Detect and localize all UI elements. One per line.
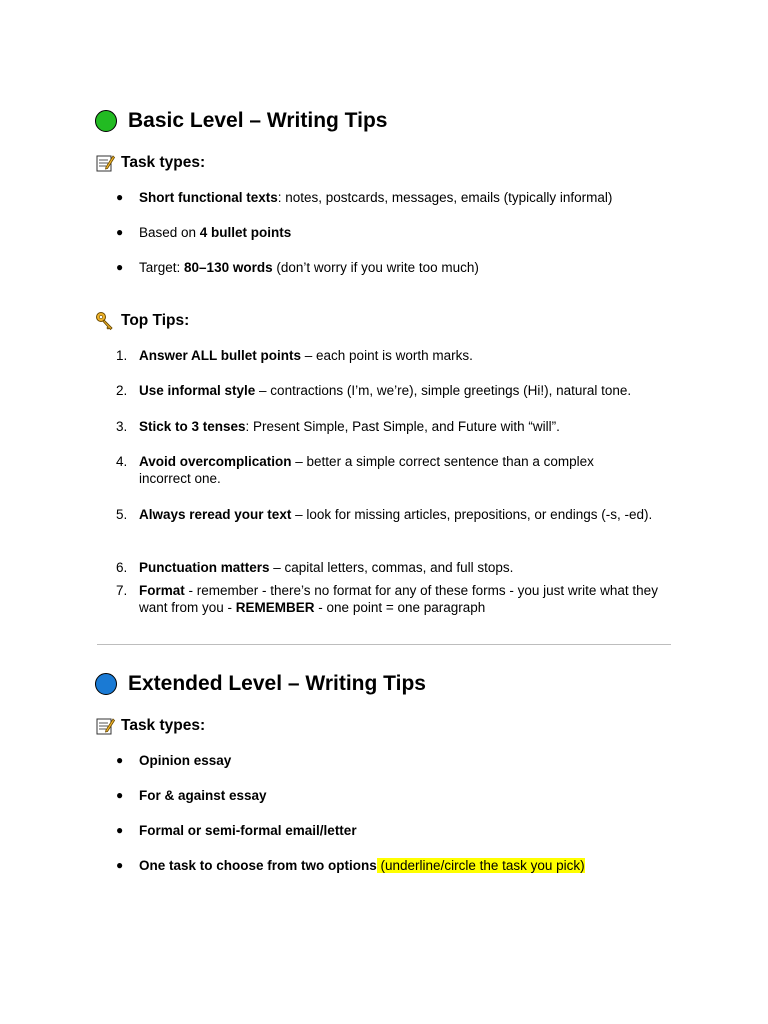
basic-task-types-label: Task types: [121, 154, 206, 171]
extended-task-types-label: Task types: [121, 717, 206, 734]
bullet-marker: ● [116, 788, 124, 802]
extended-task-item-3: Formal or semi-formal email/letter [139, 823, 357, 838]
blue-circle-icon [95, 673, 117, 695]
bullet-marker: ● [116, 823, 124, 837]
highlighted-note: (underline/circle the task you pick) [376, 858, 585, 873]
memo-icon [95, 716, 115, 736]
tip-item-2: Use informal style – contractions (I’m, we’re), simple greetings (Hi!), natural tone. [139, 383, 632, 398]
bullet-marker: ● [116, 225, 124, 239]
key-icon [95, 311, 115, 331]
horizontal-divider [97, 644, 671, 645]
extended-task-item-1: Opinion essay [139, 753, 232, 768]
extended-task-item-4: One task to choose from two options (underline/circle the task you pick) [139, 858, 585, 873]
basic-level-heading [95, 107, 387, 135]
tip-number: 6. [116, 560, 128, 575]
basic-task-item-1: Short functional texts: notes, postcards, messages, emails (typically informal) [139, 190, 613, 205]
tip-number: 2. [116, 383, 128, 398]
basic-task-item-2: Based on 4 bullet points [139, 225, 292, 240]
tip-item-5: Always reread your text – look for missing articles, prepositions, or endings (-s, -ed). [139, 507, 653, 522]
tip-item-7: Format - remember - there’s no format for any of these forms - you just write what they want from you - REMEMBER - one point = one paragraph [139, 583, 658, 615]
top-tips-label: Top Tips: [121, 312, 190, 329]
top-tips-heading [95, 311, 189, 331]
bullet-marker: ● [116, 190, 124, 204]
tip-item-3: Stick to 3 tenses: Present Simple, Past Simple, and Future with “will”. [139, 419, 560, 434]
tip-number: 7. [116, 583, 128, 598]
bullet-marker: ● [116, 858, 124, 872]
extended-task-item-2: For & against essay [139, 788, 267, 803]
tip-number: 5. [116, 507, 128, 522]
tip-number: 4. [116, 454, 128, 469]
tip-item-4: Avoid overcomplication – better a simple correct sentence than a complex incorrect one. [139, 454, 594, 486]
bullet-marker: ● [116, 260, 124, 274]
basic-level-title: Basic Level – Writing Tips [128, 109, 388, 132]
tip-number: 3. [116, 419, 128, 434]
tip-number: 1. [116, 348, 128, 363]
tip-item-1: Answer ALL bullet points – each point is worth marks. [139, 348, 473, 363]
extended-task-types-heading [95, 716, 205, 736]
bullet-marker: ● [116, 753, 124, 767]
extended-level-heading [95, 670, 426, 698]
tip-item-6: Punctuation matters – capital letters, commas, and full stops. [139, 560, 514, 575]
memo-icon [95, 153, 115, 173]
green-circle-icon [95, 110, 117, 132]
basic-task-types-heading [95, 153, 205, 173]
basic-task-item-3: Target: 80–130 words (don’t worry if you write too much) [139, 260, 479, 275]
extended-level-title: Extended Level – Writing Tips [128, 672, 426, 695]
